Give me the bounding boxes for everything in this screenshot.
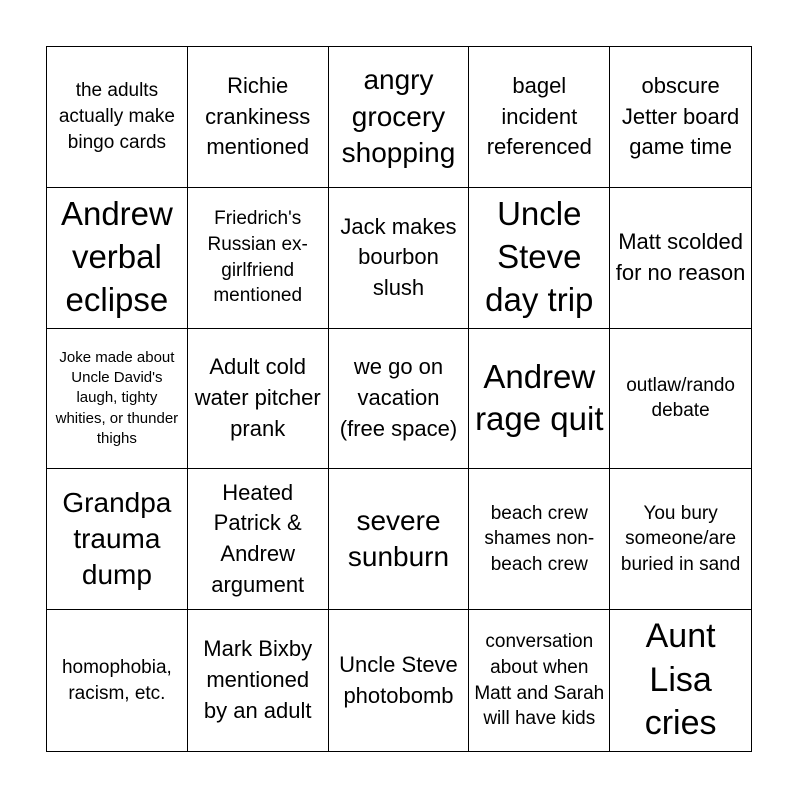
bingo-cell[interactable]: Joke made about Uncle David's laugh, tighty whities, or thunder thighs	[47, 329, 188, 470]
bingo-cell[interactable]: Richie crankiness mentioned	[188, 47, 329, 188]
bingo-cell[interactable]: angry grocery shopping	[329, 47, 470, 188]
bingo-cell[interactable]: Adult cold water pitcher prank	[188, 329, 329, 470]
bingo-cell[interactable]: Grandpa trauma dump	[47, 469, 188, 610]
bingo-cell[interactable]: severe sunburn	[329, 469, 470, 610]
bingo-cell[interactable]: Uncle Steve photobomb	[329, 610, 470, 751]
bingo-cell[interactable]: Andrew rage quit	[469, 329, 610, 470]
bingo-cell[interactable]: Jack makes bourbon slush	[329, 188, 470, 329]
bingo-cell[interactable]: Andrew verbal eclipse	[47, 188, 188, 329]
bingo-cell[interactable]: outlaw/rando debate	[610, 329, 751, 470]
bingo-cell[interactable]: You bury someone/are buried in sand	[610, 469, 751, 610]
bingo-cell[interactable]: conversation about when Matt and Sarah will have kids	[469, 610, 610, 751]
bingo-cell[interactable]: bagel incident referenced	[469, 47, 610, 188]
bingo-cell[interactable]: Friedrich's Russian ex-girlfriend mentioned	[188, 188, 329, 329]
bingo-cell[interactable]: the adults actually make bingo cards	[47, 47, 188, 188]
bingo-card	[46, 46, 752, 752]
bingo-cell[interactable]: obscure Jetter board game time	[610, 47, 751, 188]
bingo-cell[interactable]: Heated Patrick & Andrew argument	[188, 469, 329, 610]
bingo-cell free-space[interactable]: we go on vacation (free space)	[329, 329, 470, 470]
bingo-cell[interactable]: homophobia, racism, etc.	[47, 610, 188, 751]
bingo-cell[interactable]: Uncle Steve day trip	[469, 188, 610, 329]
bingo-cell[interactable]: Mark Bixby mentioned by an adult	[188, 610, 329, 751]
bingo-cell[interactable]: beach crew shames non-beach crew	[469, 469, 610, 610]
bingo-cell[interactable]: Aunt Lisa cries	[644, 617, 717, 743]
bingo-cell[interactable]: Matt scolded for no reason	[610, 188, 751, 329]
